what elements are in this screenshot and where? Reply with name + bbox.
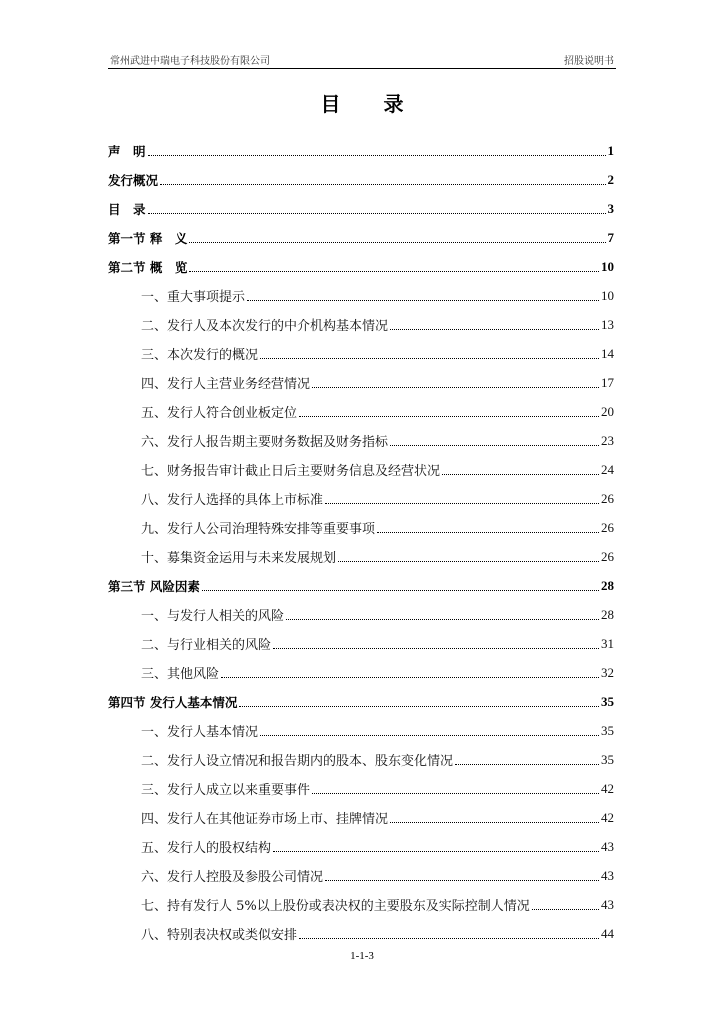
dot-leader [273,850,599,852]
dot-leader [273,647,599,649]
toc-entry-page: 43 [601,896,614,912]
dot-leader [299,415,599,417]
toc-subsection-entry[interactable] [108,455,614,484]
toc-entry-title: 七、持有发行人 5%以上股份或表决权的主要股东及实际控制人情况 [141,899,530,914]
dot-leader [390,444,599,446]
toc-entry-page: 42 [601,780,614,796]
toc-section-entry[interactable] [108,223,614,252]
dot-leader [390,821,599,823]
toc-entry-title: 五、发行人符合创业板定位 [141,406,298,421]
dot-leader [160,183,605,185]
toc-entry-page: 14 [601,345,614,361]
dot-leader [239,705,599,707]
dot-leader [325,879,599,881]
toc-subsection-entry[interactable] [108,832,614,861]
toc-section-entry[interactable] [108,252,614,281]
toc-subsection-entry[interactable] [108,339,614,368]
toc-entry-title: 一、发行人基本情况 [141,725,259,740]
toc-entry-title: 声 明 [108,143,146,159]
toc-entry-title: 发行概况 [108,172,159,188]
toc-entry-title: 二、与行业相关的风险 [141,638,272,653]
toc-entry-page: 35 [601,722,614,738]
toc-entry-title: 二、发行人及本次发行的中介机构基本情况 [141,319,389,334]
dot-leader [286,618,599,620]
toc-entry-title: 三、本次发行的概况 [141,348,259,363]
header-company: 常州武进中瑞电子科技股份有限公司 [110,56,270,67]
toc-subsection-entry[interactable] [108,919,614,948]
toc-subsection-entry[interactable] [108,716,614,745]
dot-leader [260,357,599,359]
dot-leader [247,299,599,301]
toc-entry-page: 26 [601,519,614,535]
toc-entry-title: 第二节 概 览 [108,259,188,275]
dot-leader [532,908,599,910]
toc-entry-page: 43 [601,838,614,854]
toc-entry-page: 35 [601,693,614,709]
dot-leader [148,154,606,156]
toc-entry-page: 35 [601,751,614,767]
toc-entry-page: 26 [601,490,614,506]
toc-entry-page: 13 [601,316,614,332]
toc-entry-page: 24 [601,461,614,477]
toc-entry-title: 四、发行人在其他证券市场上市、挂牌情况 [141,812,389,827]
toc-subsection-entry[interactable] [108,774,614,803]
toc-subsection-entry[interactable] [108,803,614,832]
toc-subsection-entry[interactable] [108,861,614,890]
toc-subsection-entry[interactable] [108,745,614,774]
toc-entry-page: 23 [601,432,614,448]
dot-leader [442,473,599,475]
toc-subsection-entry[interactable] [108,281,614,310]
toc-subsection-entry[interactable] [108,368,614,397]
toc-entry-page: 7 [607,229,614,245]
toc-subsection-entry[interactable] [108,629,614,658]
toc-entry-title: 一、重大事项提示 [141,290,246,305]
toc-subsection-entry[interactable] [108,513,614,542]
toc-entry-title: 四、发行人主营业务经营情况 [141,377,311,392]
toc-section-entry[interactable] [108,687,614,716]
toc-entry-page: 2 [607,171,614,187]
dot-leader [221,676,599,678]
dot-leader [260,734,599,736]
toc-entry-page: 17 [601,374,614,390]
dot-leader [312,386,599,388]
toc-subsection-entry[interactable] [108,658,614,687]
toc-entry-title: 一、与发行人相关的风险 [141,609,285,624]
toc-subsection-entry[interactable] [108,542,614,571]
toc-section-entry[interactable] [108,165,614,194]
toc-entry-title: 二、发行人设立情况和报告期内的股本、股东变化情况 [141,754,454,769]
toc-entry-page: 44 [601,925,614,941]
toc-entry-page: 42 [601,809,614,825]
toc-subsection-entry[interactable] [108,426,614,455]
toc-entry-title: 五、发行人的股权结构 [141,841,272,856]
toc-section-entry[interactable] [108,136,614,165]
toc-entry-page: 32 [601,664,614,680]
toc-entry-title: 目 录 [108,201,146,217]
toc-section-entry[interactable] [108,194,614,223]
toc-entry-page: 26 [601,548,614,564]
toc-subsection-entry[interactable] [108,600,614,629]
toc-entry-page: 20 [601,403,614,419]
dot-leader [455,763,599,765]
toc-entry-page: 10 [601,258,614,274]
dot-leader [377,531,599,533]
toc-entry-page: 28 [601,606,614,622]
dot-leader [189,270,599,272]
table-of-contents [108,136,614,948]
toc-subsection-entry[interactable] [108,484,614,513]
toc-entry-page: 10 [601,287,614,303]
page-title: 目 录 [320,92,422,116]
toc-entry-title: 三、其他风险 [141,667,220,682]
toc-subsection-entry[interactable] [108,890,614,919]
dot-leader [148,212,606,214]
toc-entry-page: 3 [607,200,614,216]
dot-leader [338,560,599,562]
header-doc-type: 招股说明书 [564,56,614,67]
toc-entry-title: 第一节 释 义 [108,230,188,246]
toc-entry-title: 六、发行人控股及参股公司情况 [141,870,324,885]
toc-entry-title: 十、募集资金运用与未来发展规划 [141,551,337,566]
dot-leader [312,792,599,794]
toc-subsection-entry[interactable] [108,310,614,339]
page-number: 1-1-3 [350,950,374,962]
toc-subsection-entry[interactable] [108,397,614,426]
dot-leader [189,241,605,243]
dot-leader [325,502,599,504]
dot-leader [202,589,599,591]
dot-leader [390,328,599,330]
toc-entry-title: 第四节 发行人基本情况 [108,694,238,710]
toc-section-entry[interactable] [108,571,614,600]
dot-leader [299,937,599,939]
toc-entry-page: 28 [601,577,614,593]
toc-entry-title: 八、发行人选择的具体上市标准 [141,493,324,508]
toc-entry-title: 九、发行人公司治理特殊安排等重要事项 [141,522,376,537]
toc-entry-page: 43 [601,867,614,883]
toc-entry-page: 31 [601,635,614,651]
page-header [108,50,616,69]
toc-entry-title: 六、发行人报告期主要财务数据及财务指标 [141,435,389,450]
toc-entry-title: 八、特别表决权或类似安排 [141,928,298,943]
toc-entry-page: 1 [607,142,614,158]
toc-entry-title: 三、发行人成立以来重要事件 [141,783,311,798]
toc-entry-title: 七、财务报告审计截止日后主要财务信息及经营状况 [141,464,441,479]
toc-entry-title: 第三节 风险因素 [108,578,200,594]
